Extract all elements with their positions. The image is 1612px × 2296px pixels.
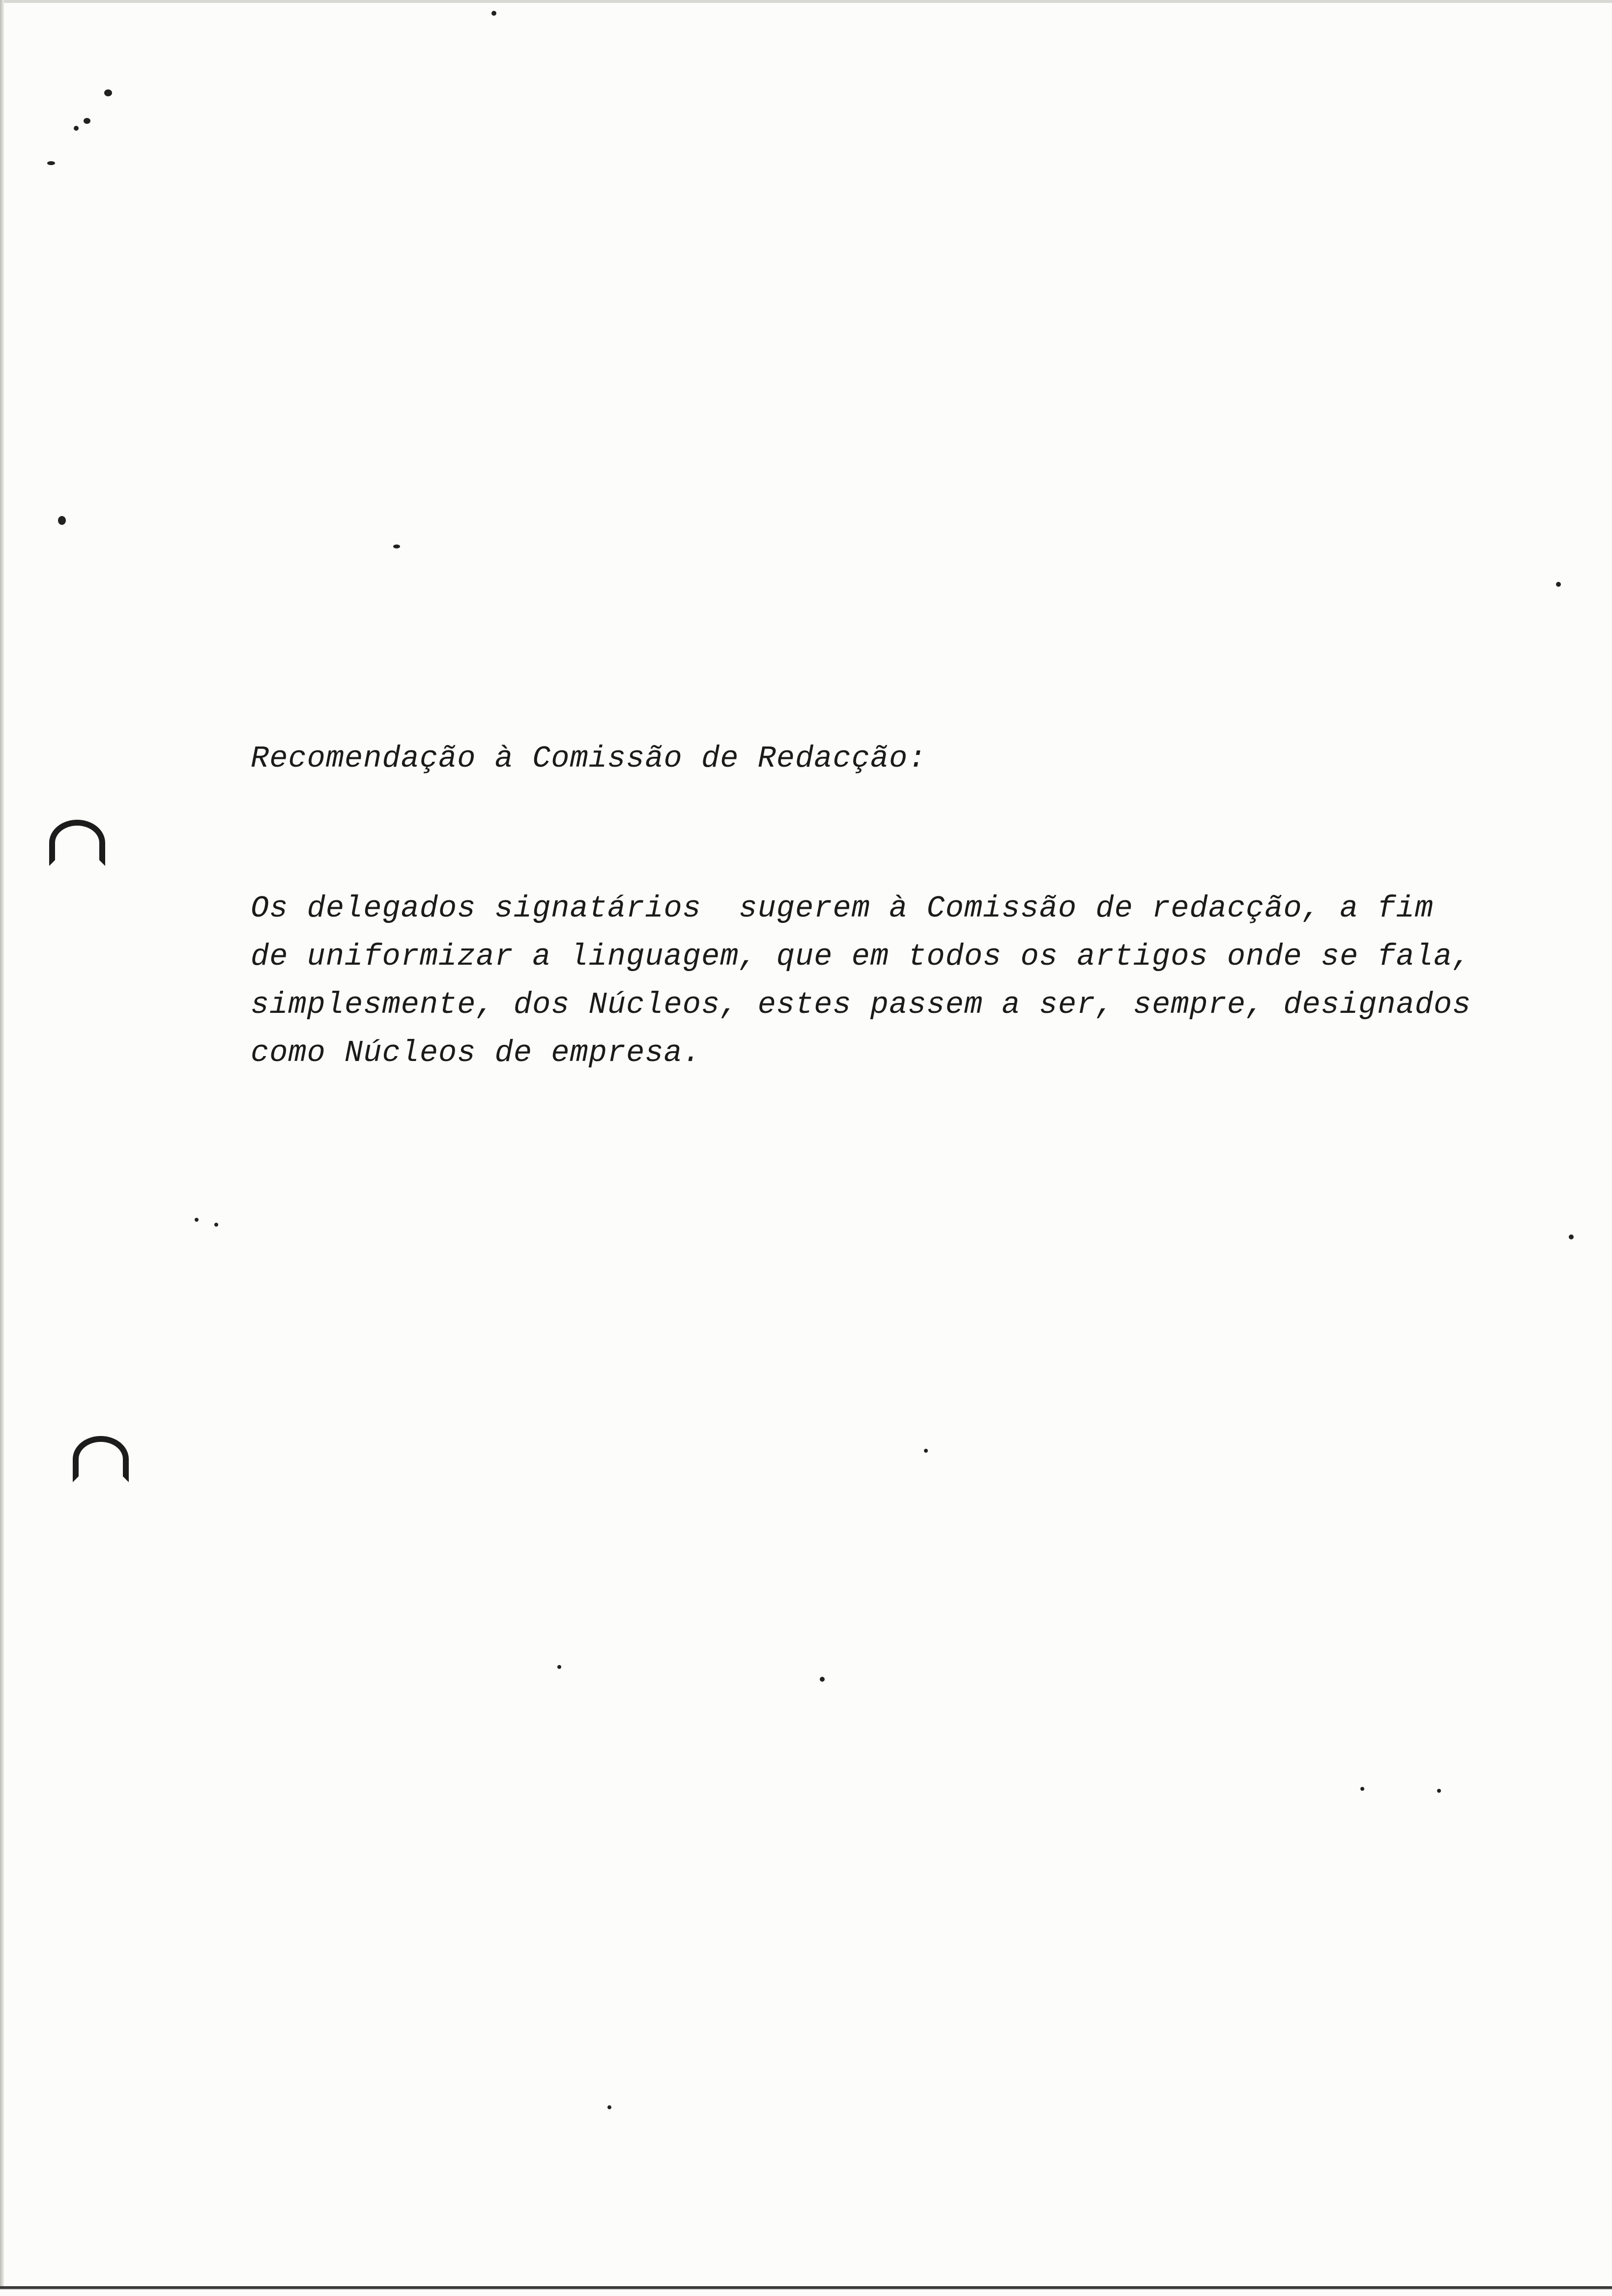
recommendation-body — [251, 885, 1548, 1077]
scan-speck — [104, 89, 112, 96]
body-line: Os delegados signatários sugerem à Comissão de redacção, a fim — [251, 891, 1434, 926]
scan-speck — [820, 1677, 825, 1682]
recommendation-heading: Recomendação à Comissão de Redacção: — [251, 741, 927, 776]
scan-speck — [1569, 1234, 1574, 1239]
body-line: como Núcleos de empresa. — [251, 1035, 701, 1070]
scan-speck — [393, 545, 400, 548]
scan-speck — [491, 11, 496, 16]
punch-hole-bottom — [73, 1436, 129, 1482]
scan-speck — [74, 126, 79, 131]
body-line: de uniformizar a linguagem, que em todos os artigos onde se fala, — [251, 939, 1471, 974]
scan-speck — [1360, 1787, 1364, 1791]
scan-speck — [214, 1223, 218, 1227]
scan-speck — [47, 161, 55, 165]
scan-speck — [607, 2105, 611, 2109]
page-bottom-edge — [0, 2286, 1612, 2296]
scan-speck — [924, 1449, 928, 1453]
scan-speck — [1556, 582, 1561, 587]
scan-speck — [557, 1665, 561, 1669]
body-line: simplesmente, dos Núcleos, estes passem a ser, sempre, designados — [251, 987, 1471, 1022]
scan-speck — [195, 1218, 199, 1222]
scan-speck — [1437, 1789, 1441, 1793]
scan-speck — [58, 516, 66, 525]
scan-speck — [84, 118, 90, 124]
page-left-edge — [0, 0, 4, 2296]
punch-hole-top — [49, 820, 105, 866]
page-top-edge — [0, 0, 1612, 3]
